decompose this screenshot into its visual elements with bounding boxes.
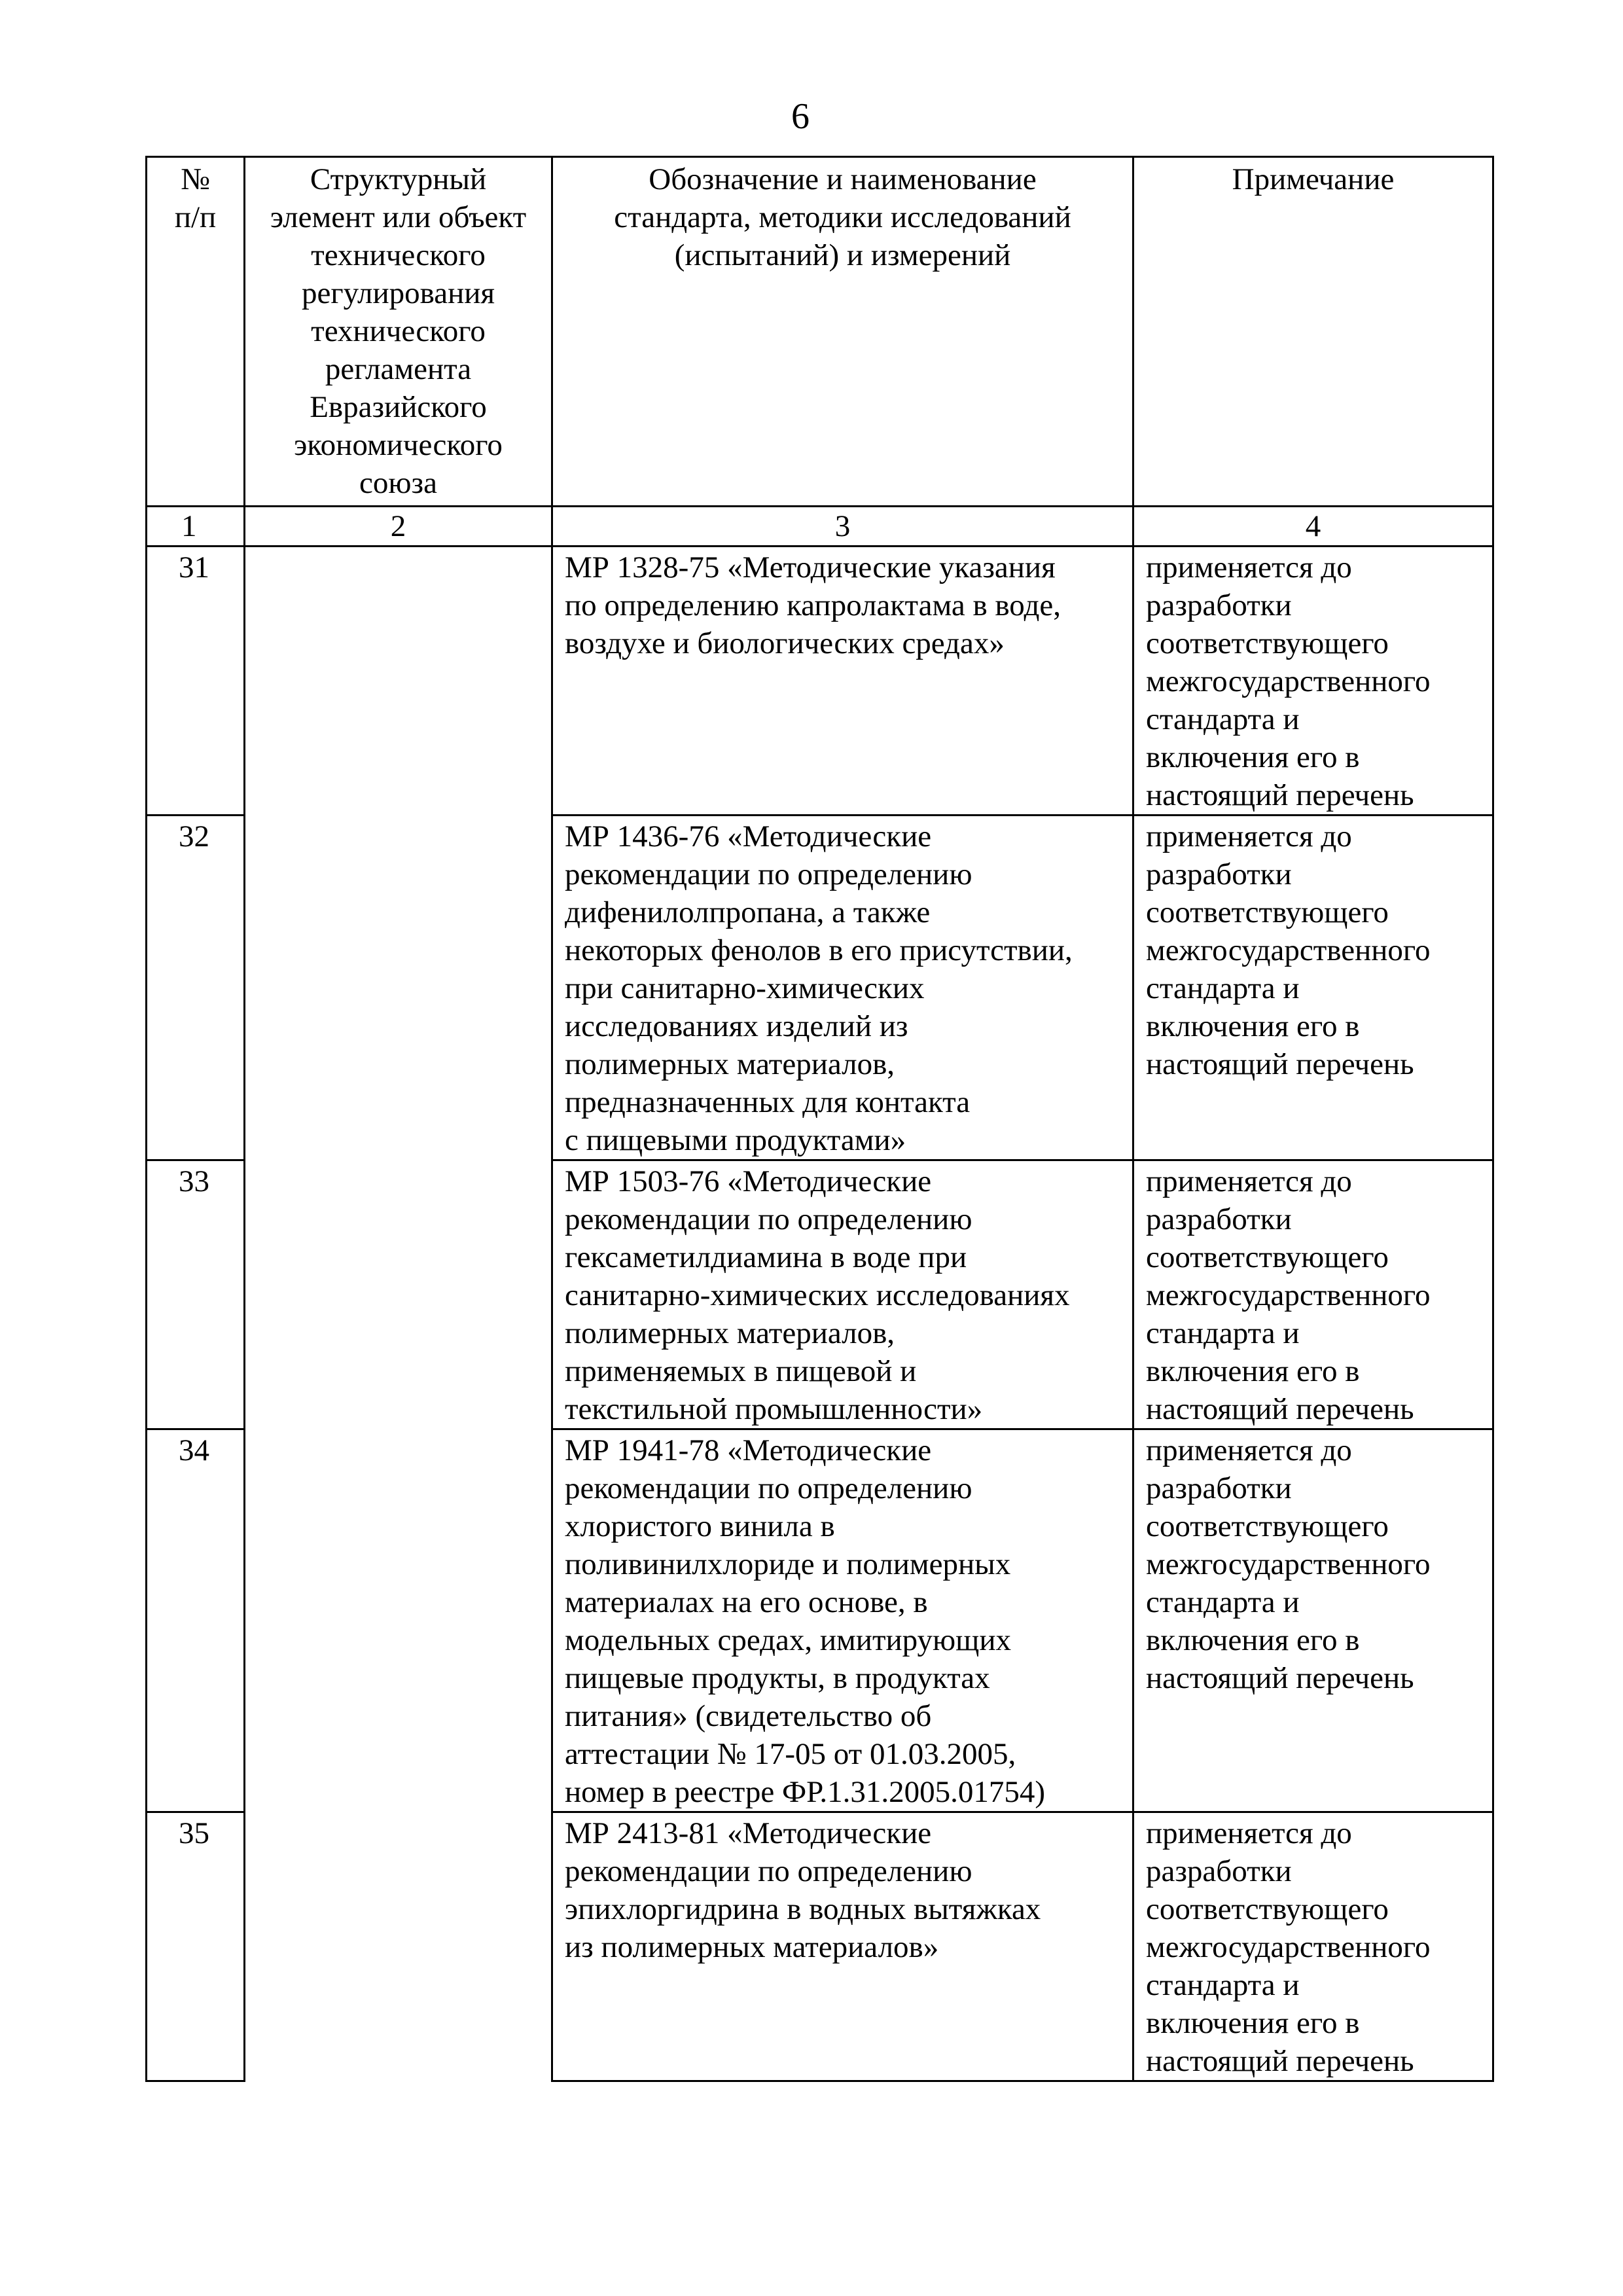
- page-number: 6: [791, 96, 810, 137]
- header-structural-element: Структурный элемент или объект технического регулирования технического регламента Евразийского экономического союза: [245, 157, 552, 507]
- column-number: 2: [245, 507, 552, 547]
- note-cell: применяется до разработки соответствующего межгосударственного стандарта и включения его в настоящий перечень: [1133, 547, 1493, 816]
- standard-cell: МР 1328-75 «Методические указания по определению капролактама в воде, воздухе и биологических средах»: [552, 547, 1133, 816]
- row-number: 34: [147, 1429, 245, 1812]
- note-cell: применяется до разработки соответствующего межгосударственного стандарта и включения его в настоящий перечень: [1133, 816, 1493, 1160]
- table-header-row: [147, 157, 1493, 507]
- column-number: 1: [147, 507, 245, 547]
- structural-element-cell: [245, 547, 552, 2081]
- header-number: № п/п: [147, 157, 245, 507]
- row-number: 31: [147, 547, 245, 816]
- standard-cell: МР 2413-81 «Методические рекомендации по определению эпихлоргидрина в водных вытяжках из полимерных материалов»: [552, 1812, 1133, 2081]
- standard-cell: МР 1436-76 «Методические рекомендации по определению дифенилолпропана, а также некоторых фенолов в его присутствии, при санитарно-химических исследованиях изделий из полимерных материалов, предназначенных для контакта с пищевыми продуктами»: [552, 816, 1133, 1160]
- header-standard-designation: Обозначение и наименование стандарта, методики исследований (испытаний) и измерений: [552, 157, 1133, 507]
- row-number: 35: [147, 1812, 245, 2081]
- column-number: 3: [552, 507, 1133, 547]
- note-cell: применяется до разработки соответствующего межгосударственного стандарта и включения его в настоящий перечень: [1133, 1160, 1493, 1429]
- standard-cell: МР 1503-76 «Методические рекомендации по определению гексаметилдиамина в воде при санитарно-химических исследованиях полимерных материалов, применяемых в пищевой и текстильной промышленности»: [552, 1160, 1133, 1429]
- column-numbers-row: [147, 507, 1493, 547]
- note-cell: применяется до разработки соответствующего межгосударственного стандарта и включения его в настоящий перечень: [1133, 1812, 1493, 2081]
- standards-table: [145, 156, 1494, 2082]
- row-number: 32: [147, 816, 245, 1160]
- note-cell: применяется до разработки соответствующего межгосударственного стандарта и включения его в настоящий перечень: [1133, 1429, 1493, 1812]
- standard-cell: МР 1941-78 «Методические рекомендации по определению хлористого винила в поливинилхлориде и полимерных материалах на его основе, в модельных средах, имитирующих пищевые продукты, в продуктах питания» (свидетельство об аттестации № 17-05 от 01.03.2005, номер в реестре ФР.1.31.2005.01754): [552, 1429, 1133, 1812]
- row-number: 33: [147, 1160, 245, 1429]
- column-number: 4: [1133, 507, 1493, 547]
- header-note: Примечание: [1133, 157, 1493, 507]
- table-row: [147, 547, 1493, 816]
